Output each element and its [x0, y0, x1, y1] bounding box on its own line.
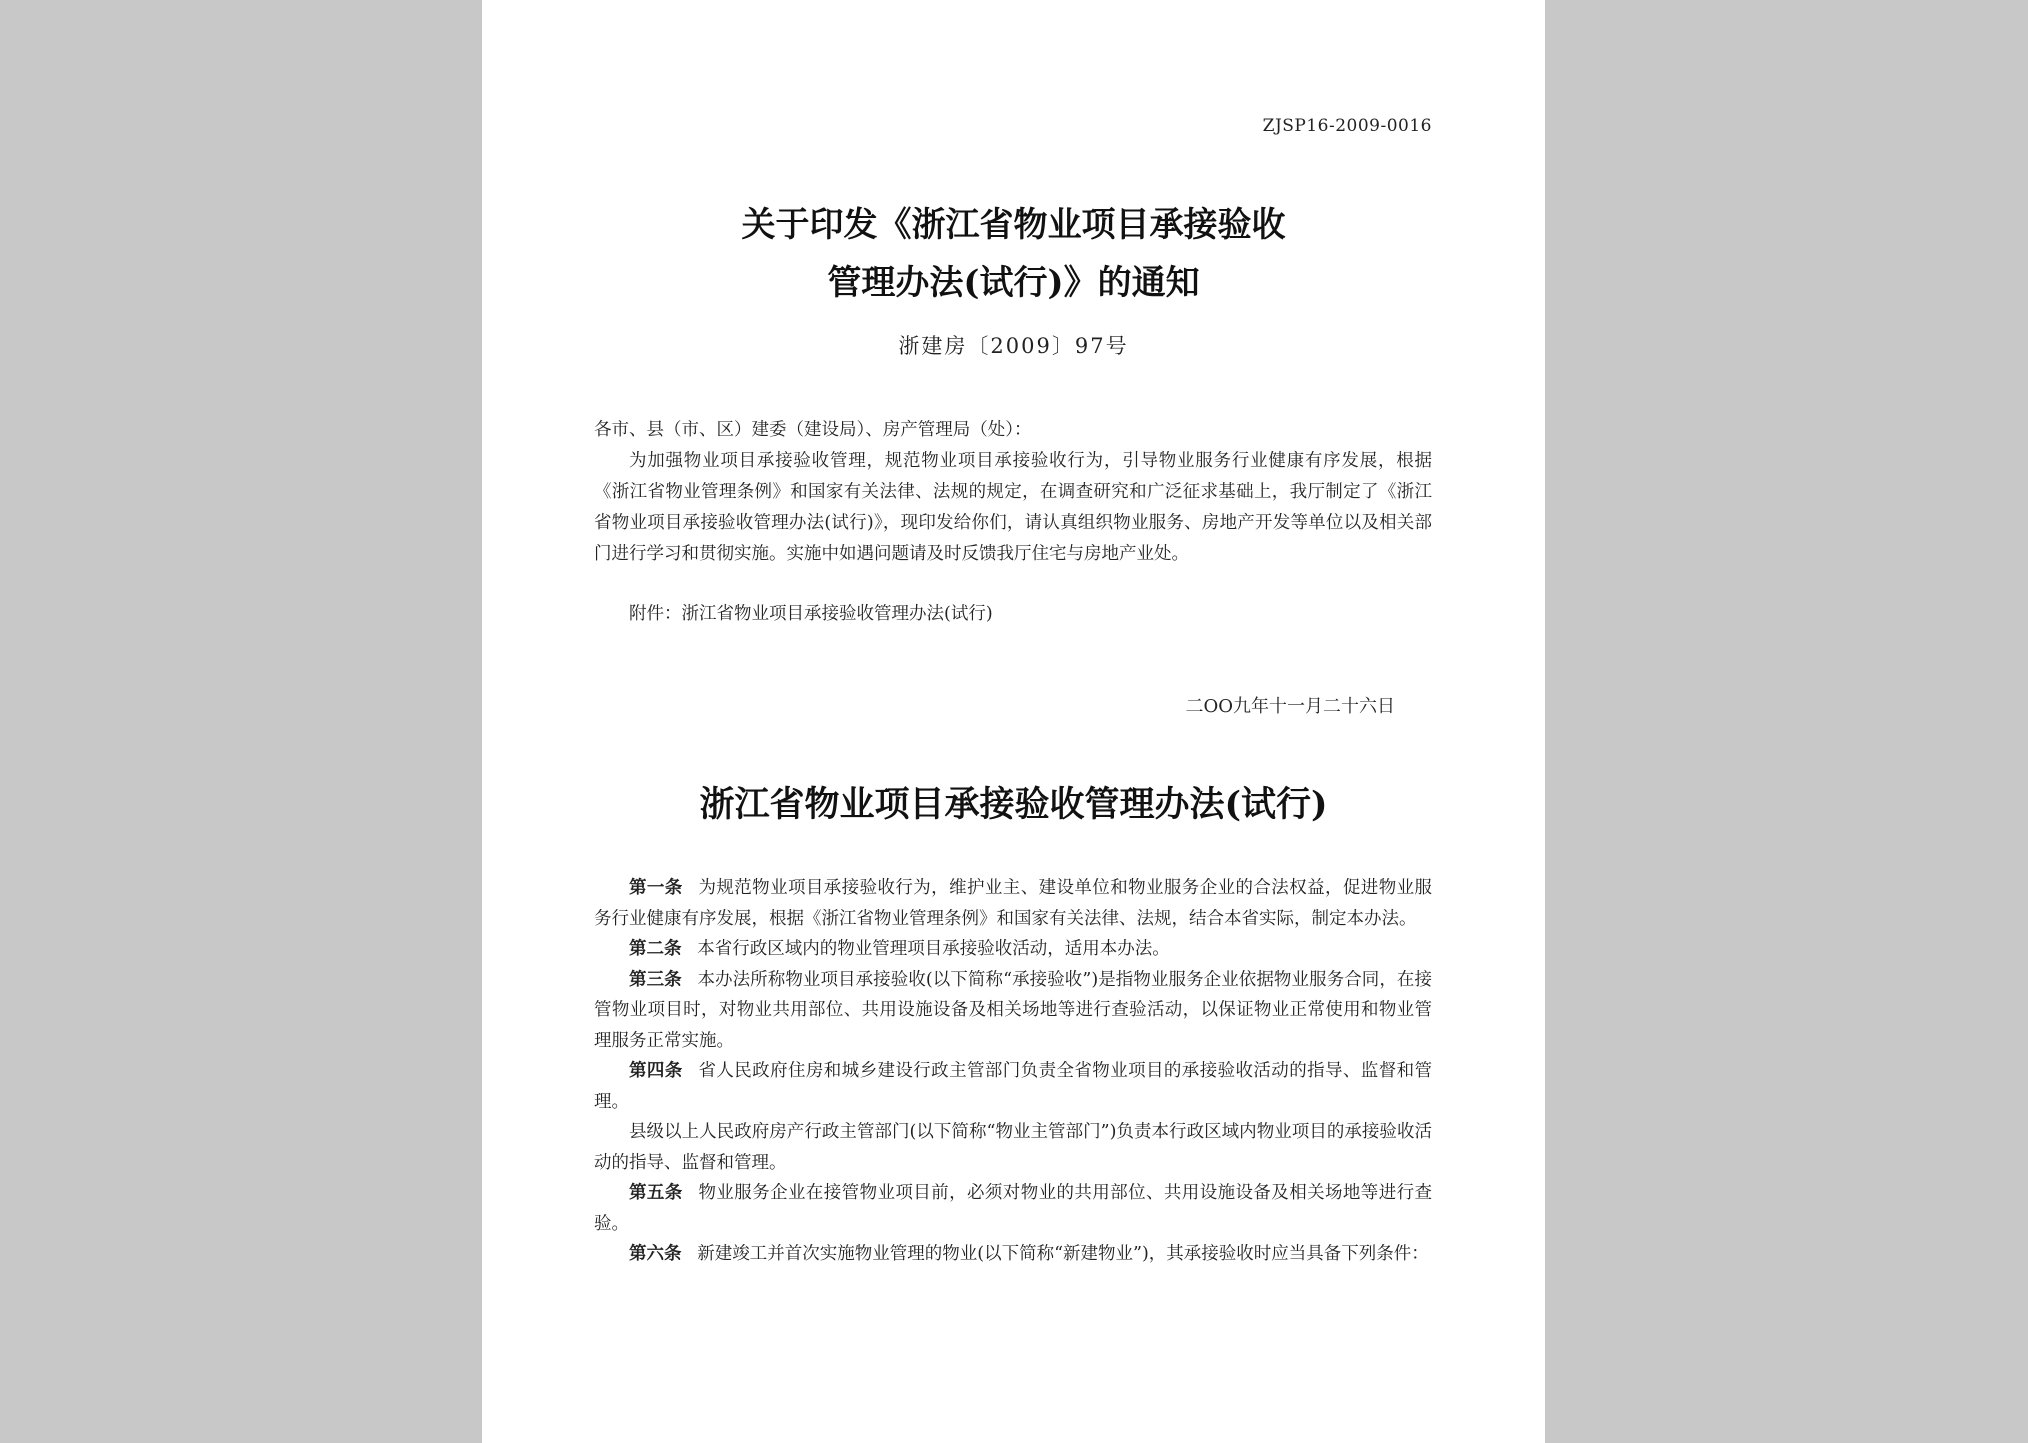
article-label: 第五条 [629, 1183, 683, 1203]
attachment-line [594, 599, 1432, 630]
article-2 [594, 934, 1432, 965]
article-text: 本省行政区域内的物业管理项目承接验收活动，适用本办法。 [697, 939, 1170, 959]
document-code: ZJSP16-2009-0016 [1262, 116, 1432, 136]
article-text: 为规范物业项目承接验收行为，维护业主、建设单位和物业服务企业的合法权益，促进物业服务行业健康有序发展，根据《浙江省物业管理条例》和国家有关法律、法规，结合本省实际，制定本办法。 [594, 878, 1433, 929]
attachment-text: 附件：浙江省物业项目承接验收管理办法(试行) [629, 604, 993, 624]
notice-title [482, 196, 1545, 312]
article-label: 第四条 [629, 1061, 683, 1081]
addressee: 各市、县（市、区）建委（建设局）、房产管理局（处）： [594, 420, 1032, 440]
article-4 [594, 1056, 1432, 1117]
article-label: 第三条 [629, 969, 682, 990]
article-6 [594, 1239, 1432, 1270]
article-text: 新建竣工并首次实施物业管理的物业(以下简称“新建物业”)，其承接验收时应当具备下列条件： [697, 1244, 1429, 1264]
article-text: 物业服务企业在接管物业项目前，必须对物业的共用部位、共用设施设备及相关场地等进行查验。 [594, 1183, 1433, 1234]
notice-title-line-1: 关于印发《浙江省物业项目承接验收 [741, 205, 1286, 245]
article-3 [594, 965, 1432, 1057]
article-text: 本办法所称物业项目承接验收(以下简称“承接验收”)是指物业服务企业依据物业服务合同，在接管物业项目时，对物业共用部位、共用设施设备及相关场地等进行查验活动，以保证物业正常使用和物业管理服务正常实施。 [594, 969, 1433, 1051]
article-4-paragraph-2 [594, 1117, 1432, 1178]
article-text: 县级以上人民政府房产行政主管部门(以下简称“物业主管部门”)负责本行政区域内物业项目的承接验收活动的指导、监督和管理。 [594, 1122, 1432, 1173]
notice-body-paragraph: 为加强物业项目承接验收管理，规范物业项目承接验收行为，引导物业服务行业健康有序发展，根据《浙江省物业管理条例》和国家有关法律、法规的规定，在调查研究和广泛征求基础上，我厅制定了《浙江省物业项目承接验收管理办法(试行)》，现印发给你们，请认真组织物业服务、房地产开发等单位以及相关部门进行学习和贯彻实施。实施中如遇问题请及时反馈我厅住宅与房地产业处。 [594, 451, 1432, 564]
article-label: 第一条 [629, 878, 683, 898]
article-label: 第二条 [629, 939, 682, 959]
issue-date: 二OO九年十一月二十六日 [1185, 696, 1395, 717]
notice-body [594, 446, 1432, 570]
article-label: 第六条 [629, 1244, 682, 1264]
document-page [482, 0, 1545, 1443]
articles-list [594, 873, 1432, 1270]
measures-title: 浙江省物业项目承接验收管理办法(试行) [699, 784, 1328, 825]
article-1 [594, 873, 1432, 934]
document-number: 浙建房〔2009〕97号 [898, 334, 1129, 358]
article-text: 省人民政府住房和城乡建设行政主管部门负责全省物业项目的承接验收活动的指导、监督和管理。 [594, 1061, 1433, 1112]
notice-title-line-2: 管理办法(试行)》的通知 [827, 263, 1200, 303]
article-5 [594, 1178, 1432, 1239]
